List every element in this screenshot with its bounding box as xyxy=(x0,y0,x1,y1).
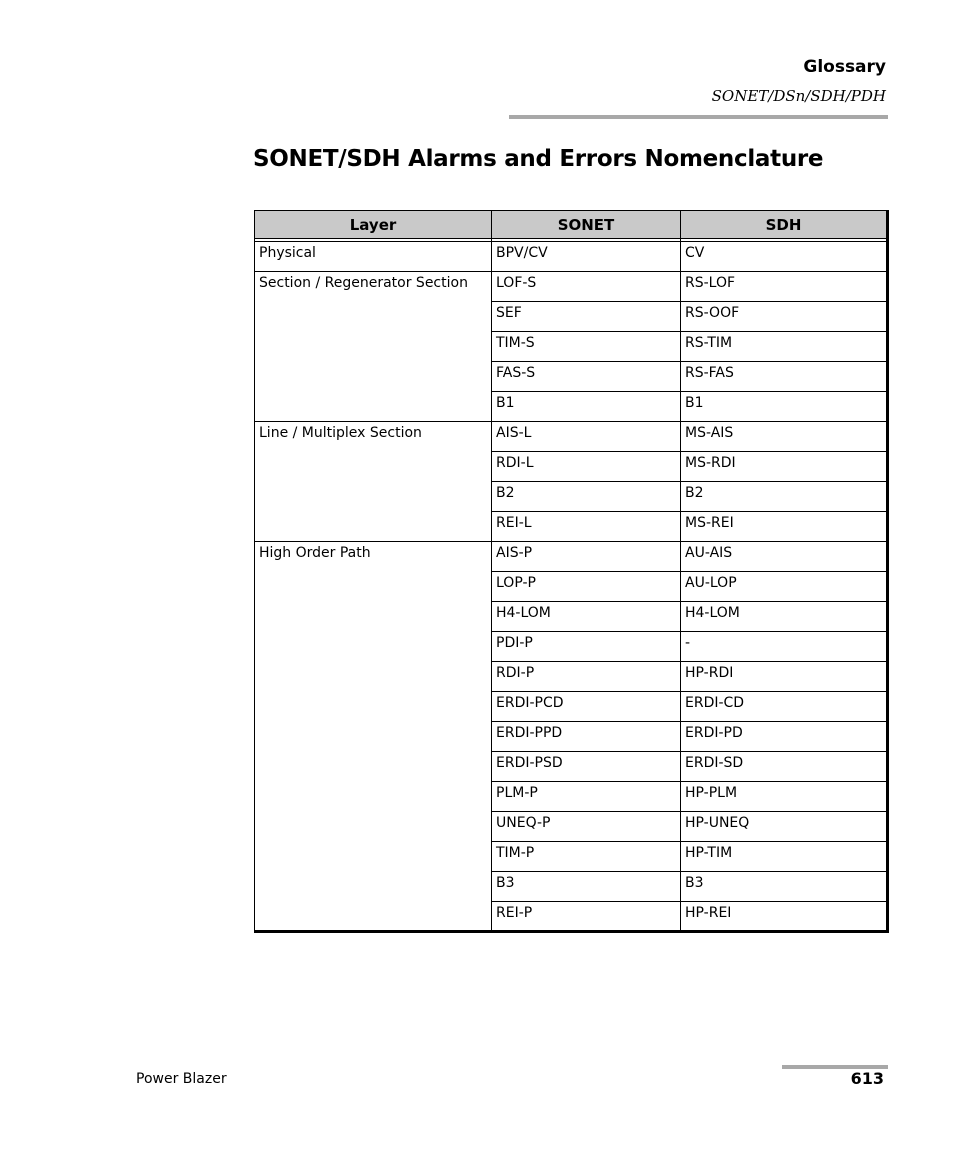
sonet-cell: TIM-S xyxy=(492,332,681,362)
sdh-cell: MS-RDI xyxy=(681,452,888,482)
table-header-row xyxy=(255,211,888,239)
sdh-cell: RS-OOF xyxy=(681,302,888,332)
sonet-cell: B3 xyxy=(492,872,681,902)
sdh-cell: MS-REI xyxy=(681,512,888,542)
sdh-cell: HP-RDI xyxy=(681,662,888,692)
sdh-cell: HP-REI xyxy=(681,902,888,932)
sdh-cell: B1 xyxy=(681,392,888,422)
sonet-cell: FAS-S xyxy=(492,362,681,392)
sdh-cell: RS-FAS xyxy=(681,362,888,392)
sonet-cell: UNEQ-P xyxy=(492,812,681,842)
footer-product: Power Blazer xyxy=(136,1071,227,1087)
column-header-sdh: SDH xyxy=(681,211,888,239)
layer-cell: Line / Multiplex Section xyxy=(255,422,492,542)
column-header-sonet: SONET xyxy=(492,211,681,239)
sonet-cell: AIS-P xyxy=(492,542,681,572)
sdh-cell: B2 xyxy=(681,482,888,512)
sdh-cell: MS-AIS xyxy=(681,422,888,452)
table-row xyxy=(255,542,888,572)
sonet-cell: ERDI-PPD xyxy=(492,722,681,752)
sonet-cell: B1 xyxy=(492,392,681,422)
sonet-cell: TIM-P xyxy=(492,842,681,872)
nomenclature-table xyxy=(254,210,889,933)
sdh-cell: ERDI-CD xyxy=(681,692,888,722)
header-title: Glossary xyxy=(803,57,886,77)
sdh-cell: RS-TIM xyxy=(681,332,888,362)
sonet-cell: B2 xyxy=(492,482,681,512)
sonet-cell: RDI-L xyxy=(492,452,681,482)
sonet-cell: ERDI-PSD xyxy=(492,752,681,782)
sdh-cell: CV xyxy=(681,242,888,272)
table-row xyxy=(255,272,888,302)
sdh-cell: B3 xyxy=(681,872,888,902)
header-subtitle: SONET/DSn/SDH/PDH xyxy=(711,87,886,105)
sdh-cell: HP-PLM xyxy=(681,782,888,812)
column-header-layer: Layer xyxy=(255,211,492,239)
layer-cell: Physical xyxy=(255,242,492,272)
sdh-cell: ERDI-PD xyxy=(681,722,888,752)
sonet-cell: REI-L xyxy=(492,512,681,542)
sonet-cell: AIS-L xyxy=(492,422,681,452)
sonet-cell: PDI-P xyxy=(492,632,681,662)
header-rule xyxy=(509,115,888,119)
sonet-cell: BPV/CV xyxy=(492,242,681,272)
sonet-cell: SEF xyxy=(492,302,681,332)
page-title: SONET/SDH Alarms and Errors Nomenclature xyxy=(253,146,824,172)
sdh-cell: RS-LOF xyxy=(681,272,888,302)
sonet-cell: PLM-P xyxy=(492,782,681,812)
sdh-cell: - xyxy=(681,632,888,662)
sonet-cell: LOF-S xyxy=(492,272,681,302)
sdh-cell: HP-TIM xyxy=(681,842,888,872)
table-row xyxy=(255,422,888,452)
sonet-cell: ERDI-PCD xyxy=(492,692,681,722)
page-number: 613 xyxy=(850,1069,884,1088)
sdh-cell: HP-UNEQ xyxy=(681,812,888,842)
sdh-cell: AU-AIS xyxy=(681,542,888,572)
layer-cell: Section / Regenerator Section xyxy=(255,272,492,422)
layer-cell: High Order Path xyxy=(255,542,492,932)
table-body xyxy=(255,239,888,932)
sonet-cell: RDI-P xyxy=(492,662,681,692)
sdh-cell: H4-LOM xyxy=(681,602,888,632)
sonet-cell: REI-P xyxy=(492,902,681,932)
sonet-cell: LOP-P xyxy=(492,572,681,602)
sdh-cell: AU-LOP xyxy=(681,572,888,602)
sonet-cell: H4-LOM xyxy=(492,602,681,632)
sdh-cell: ERDI-SD xyxy=(681,752,888,782)
table-row xyxy=(255,242,888,272)
